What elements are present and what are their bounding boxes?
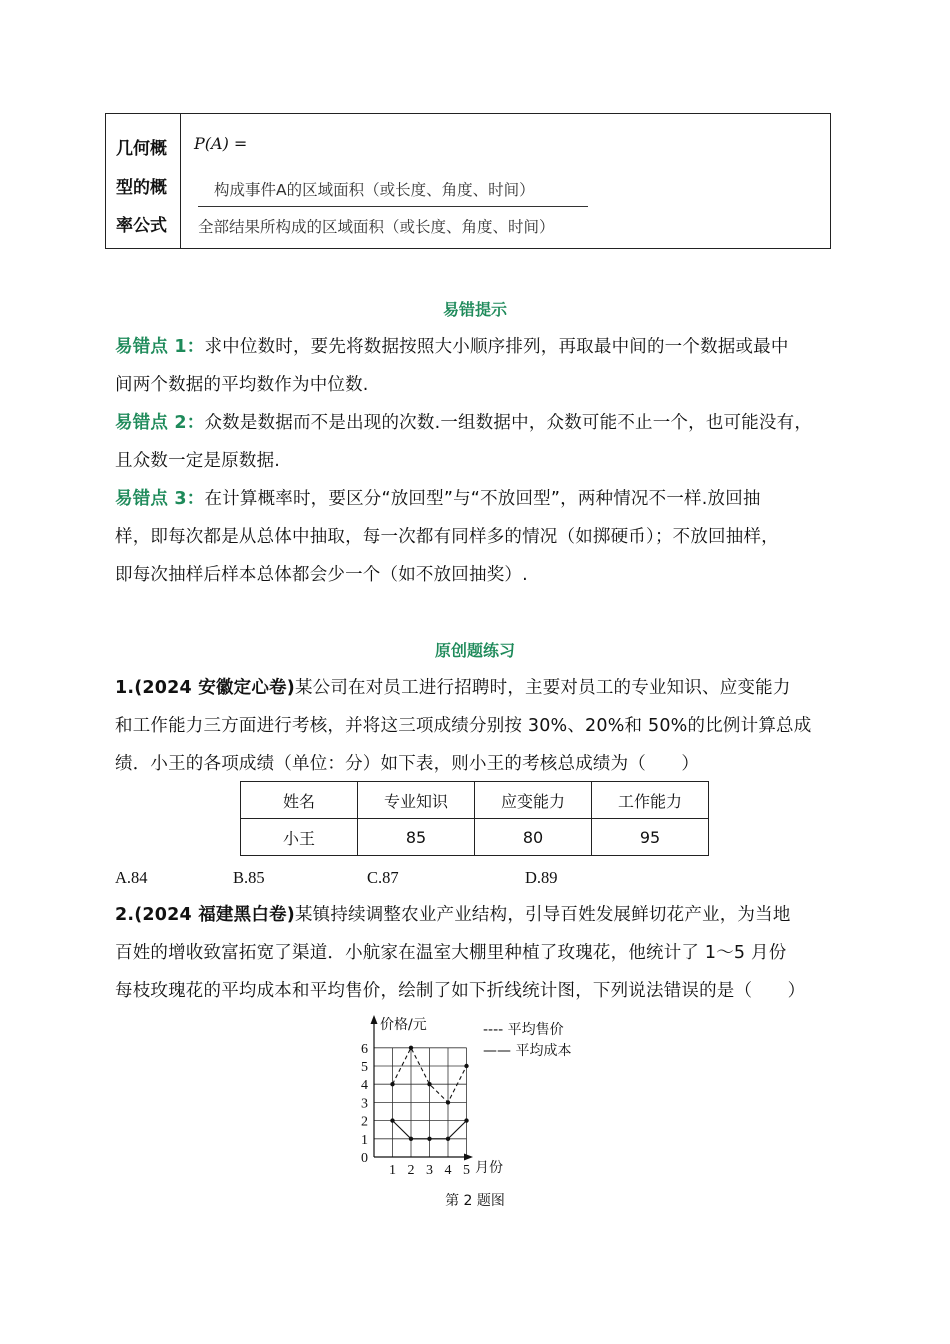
tips-title: 易错提示 <box>442 300 507 319</box>
formula-denominator: 全部结果所构成的区域面积（或长度、角度、时间） <box>198 218 555 236</box>
y-tick-label: 3 <box>361 1096 368 1112</box>
table-cell: 85 <box>358 819 475 856</box>
table-header-cell: 姓名 <box>241 782 358 819</box>
practice-title: 原创题练习 <box>434 641 515 660</box>
tip-3 <box>115 480 840 594</box>
data-point <box>446 1137 450 1141</box>
table-header-row <box>241 782 709 819</box>
tip-text: 样，即每次都是从总体中抽取，每一次都有同样多的情况（如掷硬币）；不放回抽样， <box>115 527 779 547</box>
y-tick-label: 1 <box>361 1132 368 1148</box>
y-tick-label: 6 <box>361 1041 368 1057</box>
tip-1 <box>115 328 840 404</box>
x-tick-label: 4 <box>444 1163 452 1178</box>
tip-text: 且众数一定是原数据. <box>115 451 281 471</box>
question-2 <box>115 896 840 1010</box>
x-tick-label: 2 <box>407 1163 415 1178</box>
question-text: 某镇持续调整农业产业结构，引导百姓发展鲜切花产业，为当地 <box>294 905 791 925</box>
table-header-cell: 专业知识 <box>358 782 475 819</box>
table-cell: 95 <box>592 819 709 856</box>
table-cell: 小王 <box>241 819 358 856</box>
question-text: 绩．小王的各项成绩（单位：分）如下表，则小王的考核总成绩为（ ） <box>115 754 700 774</box>
formula-label-line: 率公式 <box>116 216 167 236</box>
formula-label <box>106 114 181 248</box>
legend-entry-sale-price: ---- 平均售价 <box>483 1022 564 1038</box>
tip-label: 易错点 2： <box>115 413 205 433</box>
option-d: D.89 <box>525 868 558 887</box>
data-point <box>464 1064 468 1068</box>
line-chart <box>340 1012 620 1184</box>
option-b: B.85 <box>233 868 265 887</box>
data-point <box>390 1082 394 1086</box>
question-text: 和工作能力三方面进行考核，并将这三项成绩分别按 30%、20%和 50%的比例计算总成 <box>115 716 812 736</box>
x-tick-label: 5 <box>463 1163 470 1178</box>
x-axis-label: 月份 <box>475 1160 503 1176</box>
tip-text: 众数是数据而不是出现的次数.一组数据中，众数可能不止一个，也可能没有， <box>204 413 813 433</box>
question-text: 百姓的增收致富拓宽了渠道．小航家在温室大棚里种植了玫瑰花，他统计了 1～5 月份 <box>115 943 787 963</box>
tip-text: 求中位数时，要先将数据按照大小顺序排列，再取最中间的一个数据或最中 <box>204 337 789 357</box>
y-tick-label: 0 <box>361 1151 368 1166</box>
y-axis-arrow <box>371 1015 378 1024</box>
question-text: 每枝玫瑰花的平均成本和平均售价，绘制了如下折线统计图，下列说法错误的是（ ） <box>115 981 806 1001</box>
data-point <box>446 1100 450 1104</box>
x-axis-arrow <box>464 1154 473 1161</box>
tip-label: 易错点 3： <box>115 489 205 509</box>
fraction-line <box>198 206 588 207</box>
question-source: (2024 安徽定心卷) <box>134 678 295 698</box>
question-1 <box>115 669 840 783</box>
data-point <box>409 1046 413 1050</box>
y-tick-label: 4 <box>361 1078 368 1094</box>
y-tick-label: 2 <box>361 1114 368 1130</box>
formula-label-line: 型的概 <box>116 178 167 198</box>
formula-label-line: 几何概 <box>116 139 167 159</box>
table-cell: 80 <box>475 819 592 856</box>
tip-label: 易错点 1： <box>115 337 205 357</box>
question-source: (2024 福建黑白卷) <box>134 905 295 925</box>
data-point <box>390 1118 394 1122</box>
question-number: 2. <box>115 905 135 925</box>
formula-lhs-text: P(A) <box>194 134 229 153</box>
table-header-cell: 工作能力 <box>592 782 709 819</box>
x-tick-label: 1 <box>389 1163 396 1178</box>
tip-text: 间两个数据的平均数作为中位数. <box>115 375 369 395</box>
tip-2 <box>115 404 840 480</box>
formula-box <box>105 113 831 249</box>
y-tick-label: 5 <box>361 1060 368 1075</box>
data-point <box>464 1118 468 1122</box>
question-text: 某公司在对员工进行招聘时，主要对员工的专业知识、应变能力 <box>294 678 791 698</box>
score-table <box>240 781 709 856</box>
figure-caption: 第 2 题图 <box>445 1193 505 1209</box>
data-point <box>427 1137 431 1141</box>
option-c: C.87 <box>367 868 399 887</box>
table-header-cell: 应变能力 <box>475 782 592 819</box>
x-tick-label: 3 <box>426 1163 433 1178</box>
formula-numerator: 构成事件A的区域面积（或长度、角度、时间） <box>214 181 535 199</box>
table-row <box>241 819 709 856</box>
tip-text: 在计算概率时，要区分“放回型”与“不放回型”，两种情况不一样.放回抽 <box>204 489 761 509</box>
formula-lhs <box>194 134 247 153</box>
data-point <box>409 1137 413 1141</box>
y-axis-label: 价格/元 <box>380 1017 427 1033</box>
legend-entry-cost: —— 平均成本 <box>483 1043 572 1059</box>
tip-text: 即每次抽样后样本总体都会少一个（如不放回抽奖）. <box>115 565 528 585</box>
formula-eq: = <box>233 134 248 153</box>
data-point <box>427 1082 431 1086</box>
option-a: A.84 <box>115 868 148 887</box>
question-number: 1. <box>115 678 135 698</box>
